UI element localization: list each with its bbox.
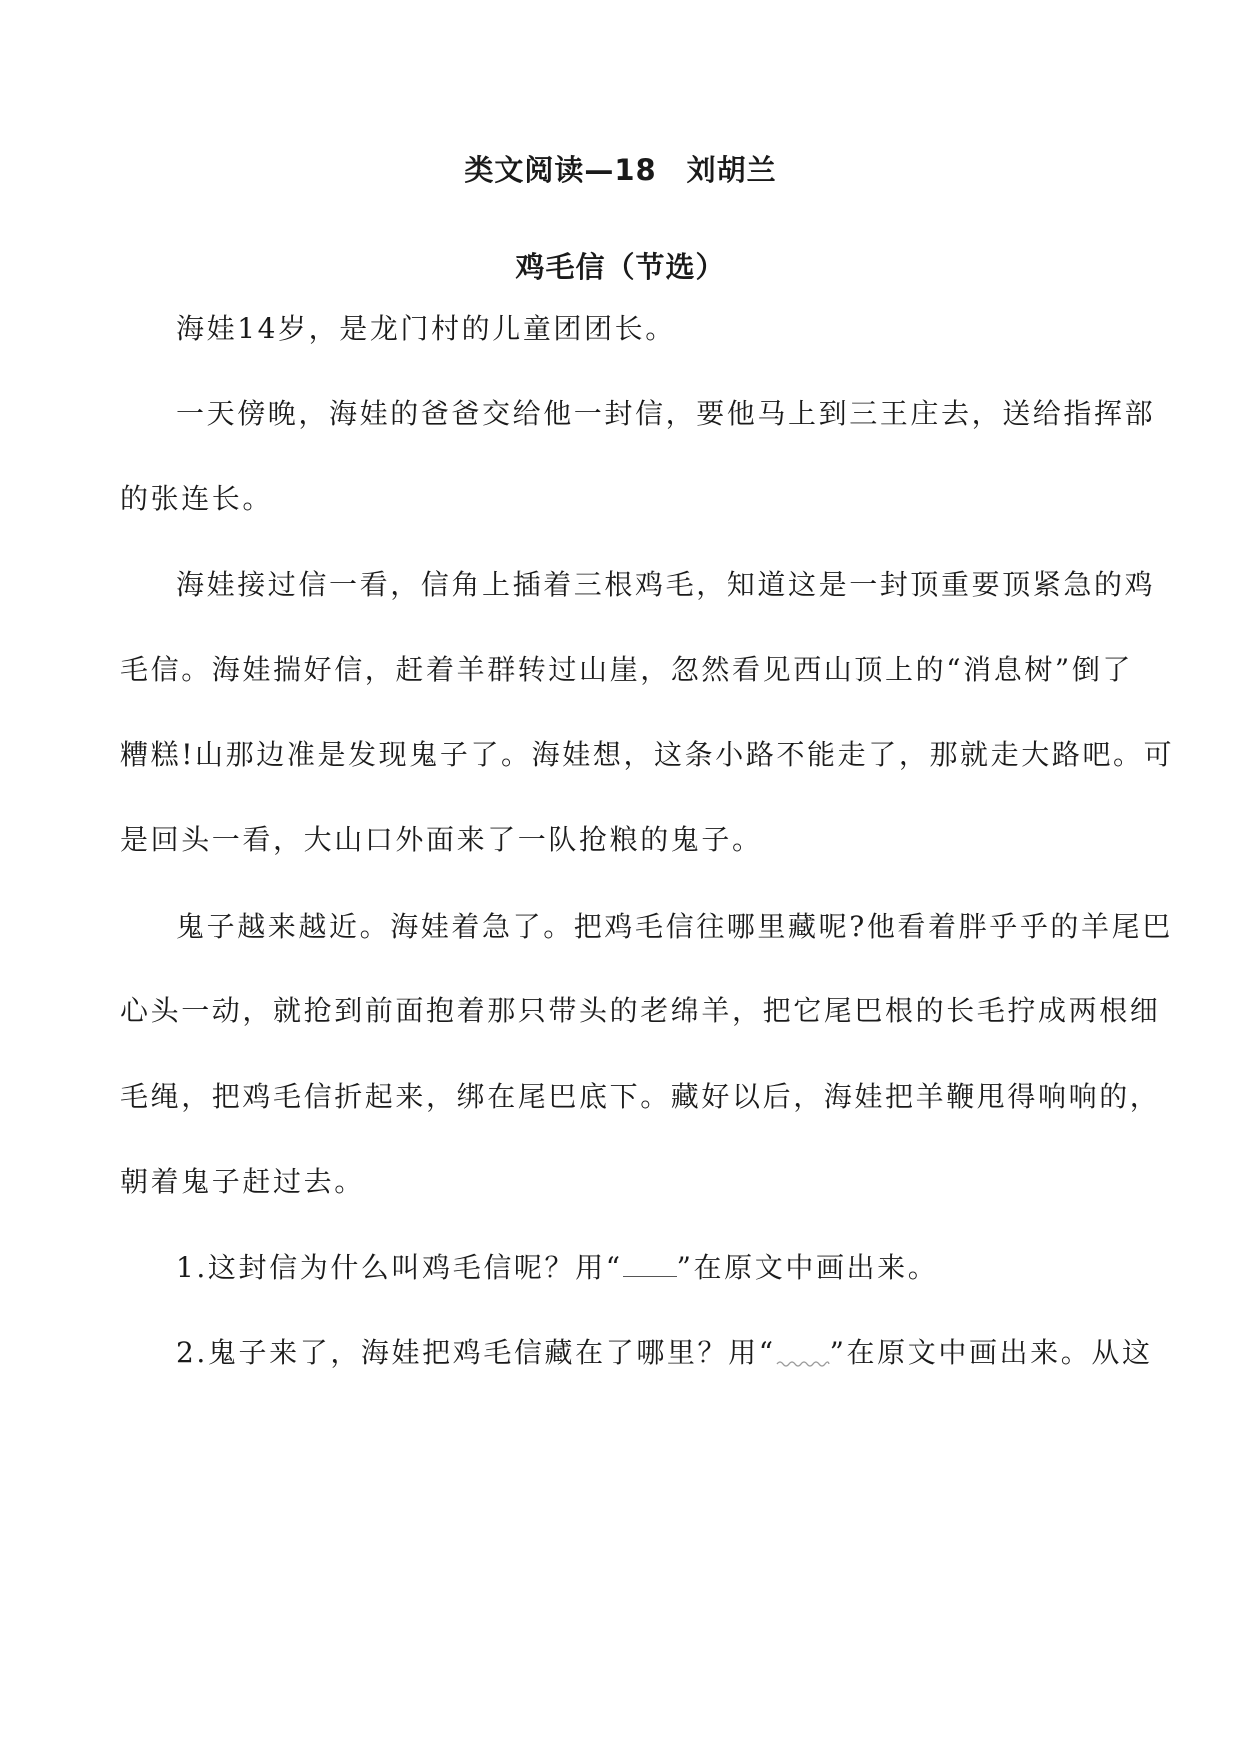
question-2-text-before: 2.鬼子来了，海娃把鸡毛信藏在了哪里？用“ [176,1336,776,1369]
question-1 [176,1248,1196,1288]
question-2 [176,1333,1196,1373]
passage-title: 鸡毛信（节选） [515,250,726,284]
paragraph-line: 的张连长。 [120,482,274,515]
paragraph-line: 海娃14岁，是龙门村的儿童团团长。 [176,312,676,345]
question-1-text-before: 1.这封信为什么叫鸡毛信呢？用“ [176,1251,623,1284]
straight-underline-mark [623,1252,677,1277]
paragraph-line: 鬼子越来越近。海娃着急了。把鸡毛信往哪里藏呢?他看着胖乎乎的羊尾巴 [176,910,1173,943]
paragraph-line: 毛绳，把鸡毛信折起来，绑在尾巴底下。藏好以后，海娃把羊鞭甩得响响的， [120,1080,1161,1113]
paragraph-line: 朝着鬼子赶过去。 [120,1165,365,1198]
question-1-text-after: ”在原文中画出来。 [676,1251,939,1284]
paragraph-line: 心头一动，就抢到前面抱着那只带头的老绵羊，把它尾巴根的长毛拧成两根细 [120,994,1161,1027]
page-title: 类文阅读—18 刘胡兰 [464,153,777,187]
wavy-underline-mark [776,1338,830,1362]
paragraph-line: 是回头一看，大山口外面来了一队抢粮的鬼子。 [120,823,763,856]
question-2-text-after: ”在原文中画出来。从这 [829,1336,1153,1369]
paragraph-line: 糟糕!山那边准是发现鬼子了。海娃想，这条小路不能走了，那就走大路吧。可 [120,738,1175,771]
paragraph-line: 一天傍晚，海娃的爸爸交给他一封信，要他马上到三王庄去，送给指挥部 [176,397,1156,430]
paragraph-line: 海娃接过信一看，信角上插着三根鸡毛，知道这是一封顶重要顶紧急的鸡 [176,568,1156,601]
wavy-line-icon [776,1360,830,1368]
paragraph-line: 毛信。海娃揣好信，赶着羊群转过山崖，忽然看见西山顶上的“消息树”倒了 [120,653,1134,686]
